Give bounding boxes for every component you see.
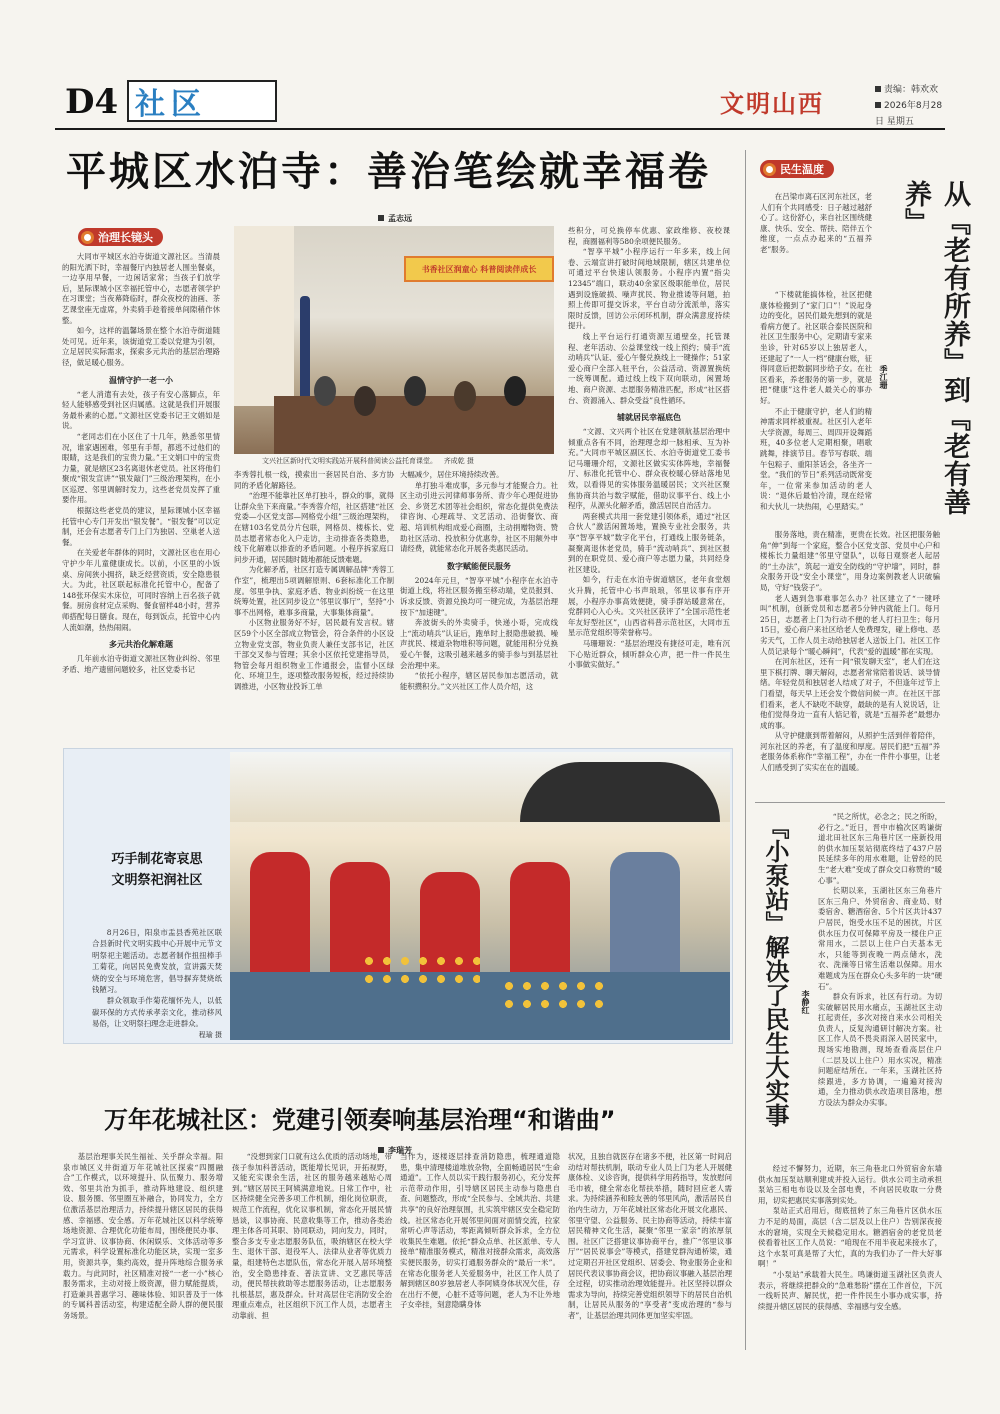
right1-body: 在吕梁市离石区河东社区，老人们有个共同感受：日子越过越舒心了。这份舒心，来自社区围绕健康、快乐、安全、帮扶、陪伴五个维度，一点点办起来的“五福养老”服务。 <box>760 192 872 254</box>
editor-info: 责编：韩欢欢 2026年8月28日 星期五 <box>875 85 943 127</box>
right-divider <box>745 150 746 1350</box>
bottom-col-4: 状况，且独自就医存在诸多不便，社区第一时间启动结对帮扶机制，联动专业人员上门为老人开展健康体检、义诊咨询，提供科学用药指导，发放慰问毛巾被，健全常态化帮扶举措，随时回应老人需求。为持续涵养和睦友善的邻里风尚，激活居民自治内生动力，万年花城社区常态化开展文化惠民、邻里守望、公益服务、民主协商等活动，持续丰富居民精神文化生活，凝聚“邻里一家亲”的浓厚氛围。社区广泛搭建议事协商平台，推广“邻里议事厅”“居民说事会”等模式，搭建党群沟通桥梁，通过定期召开社区党组织、居委会、物业服务企业和居民代表议事协商会议，把协商议事融入基层治理全过程，切实推动治理效能提升。社区坚持以群众需求为导向，持续完善党组织领导下的居民自治机制，让居民从服务的“享受者”变成治理的“参与者”，让基层治理共同体更加坚实牢固。 <box>568 1152 732 1320</box>
subhead-4: 辅就居民幸福底色 <box>617 413 681 423</box>
right2-body-wide: 经过不懈努力，近期，东三角巷北口外贸宿舍东墙供水加压泵站顺利建成并投入运行。供水公司主动承担泵站三相电布设以及全部电费，不向居民收取一分费用，切实把惠民实事落到实处。 泵站正式启用后，彻底扭转了东三角巷片区供水压力不足的局面，高层（含二层及以上住户）告别深夜接水的窘境，实现全天候稳定用水。糖酒宿舍的老党员老侯看着社区工作人员说：“咱现在不用半夜起来接水了，这个水泵可真是帮了大忙，真的为我们办了一件大好事啊！” “小泵站”承载着大民生。鸣谦街道玉湖社区负责人表示，将继续把群众的“急难愁盼”摆在工作首位，下沉一线听民声、解民忧，把一件件民生小事办成实事，持续提升辖区居民的获得感、幸福感与安全感。 <box>758 1164 942 1311</box>
photo-flower-volunteers <box>230 752 730 1040</box>
main-col-2: 李秀蓉扎根一线，摸索出一套居民自治、多方协同的矛盾化解路径。 “治理不能靠社区单打独斗，群众的事，就得让群众坐下来商量。”李秀蓉介绍，社区搭建“社区党委—小区党支部—网格党小组”三级治理架构，在辖103名党员分片包联，网格员、楼栋长、党员志愿者常态化入户走访，主动排查各类隐患，线下化解难以排查的矛盾问题。小程序拆家庭口问步开通，居民随时随地都能反馈难题。 为化解矛盾，社区打造专属调解品牌“秀蓉工作室”，梳理出5项调解原则、6套标准化工作制度。邻里争执、家庭矛盾、物业纠纷统一在这里统筹处置，社区同步设立“邻里议事厅”，坚持“小事不出网格，难事多商量，大事集体商量”。 小区物业服务好不好，居民最有发言权。辖区59个小区全部成立物管会，符合条件的小区设立物业党支部，物业负责人兼任支部书记，社区干部交叉参与管理；其余小区依托党建指导员，物管会每月组织物业工作通报会，监督小区绿化、环境卫生，逐项整改服务短板，经过持续协调推进，小区物业投诉工单 <box>234 470 394 691</box>
bottom-headline: 万年花城社区：党建引领奏响基层治理“和谐曲” <box>104 1106 616 1134</box>
body-text: “老人消遣有去处，孩子有安心落脚点，年轻人能够感受到社区归属感。这就是我们开展服务最朴素的心愿。”文源社区党委书记王文娟如是说。 “老同志们在小区住了十几年，熟悉邻里情况，谁家遇困难，邻里有手帮，都逃不过他们的眼睛，这是我们的宝贵力量。”王文娟口中的宝贵力量，就是辖区23名离退休老党员。社区将他们聚成“银发宣讲”“银发敲门”三级治理架构，在小区巡逻、邻里调解时发力，这些老党员发挥了重要作用。 根据这些老党员的建议，星际课城小区幸福托管中心专门开发出“银发餐”。“银发餐”可以定制，还会有志愿者专门上门为独居、空巢老人送餐。 在关爱老年群体的同时，文源社区也在用心守护少年儿童健康成长。以前，小区里的小饭桌、房间狭小拥挤，缺乏经营资质，安全隐患很大。为此，社区联起标准化托管中心，配备了148张环保实木床位，可同时容纳上百名孩子就餐。厨房食材定点采购、餐食留样48小时，营养师搭配每日膳食。现在，每到饭点，托管中心内人流如潮，热热闹闹。 <box>62 389 220 632</box>
section-tag: 民生温度 <box>760 160 834 178</box>
feature-text: 8月26日，阳泉市盂县香苑社区联合县新时代文明实践中心开展中元节文明祭祀主题活动。志愿者制作扭扭棒手工菊花，向居民免费发放，宣讲露天焚烧的安全与环境危害，倡导摒弃焚烧纸钱陋习。 群众领取手作菊花缅怀先人，以低碳环保的方式传承孝亲文化，推动移风易俗，让文明祭扫理念走进群众。 程瑜 摄 <box>92 927 222 1041</box>
main-byline: 孟志远 <box>378 206 412 225</box>
main-col-3: 大幅减少，居住环境持续改善。 单打独斗难成事，多元参与才能聚合力。社区主动引进云河律师事务所、青少年心理促进协会、乡贤艺术团等社会组织，常态化提供免费法律咨询、心理疏导、文艺活动、沿街餐饮、商超、培训机构组成爱心商圈，主动捐赠物资、赞助社区活动、投放积分优惠券，社区不用额外申请经费，就能常态化开展各类惠民活动。 数字赋能便民服务 2024年元旦，“智享平城”小程序在水泊寺街道上线，将社区服务搬至移动端，党员报到、诉求反馈、资源兑换均可一键完成，为基层治理按下“加速键”。 奔波街头的外卖骑手，快递小哥，完成线上“流动哨兵”认证后，跑单时上报隐患破损、噪声扰民、楼道杂物堆积等问题，就能用积分兑换爱心午餐，这吸引越来越多的骑手参与到基层社会治理中来。 “依托小程序，辖区居民参加志愿活动，就能积攒积分。”文兴社区工作人员介绍，这 <box>400 470 558 691</box>
article-byline: 季江珊 <box>879 365 888 389</box>
section-name: 社区 <box>129 79 207 123</box>
bottom-col-3: 当作为，逐楼逐层排查消防隐患，梳理通道隐患，集中清理楼道堆放杂物，全面畅通居民“生命通道”。工作人员以实干践行服务初心，充分发挥示范带动作用，引导辖区居民主动参与隐患自查、问题整改，形成“全民参与、全域共治、共建共享”的良好治理氛围，扎实筑牢辖区安全稳定防线。社区常态化开展邻里间面对面情交流，拉家常听心声等活动，零距离倾听群众诉求，全方位收集民生难题。依托“群众点单、社区派单、专人接单”精准服务模式，精准对接群众需求，高效落实便民服务，切实打通服务群众的“最后一米”。在常态化服务老人关爱服务中，社区工作人员了解到辖区80岁独居老人李阿姨身体状况欠佳，存在出行不便，心脏不适等问题，老人为不让外地子女牵挂，刻意隐瞒身体 <box>400 1152 560 1310</box>
paper-name: 文明山西 <box>720 89 824 118</box>
feature-title: 巧手制花寄哀思 文明祭祀润社区 <box>111 852 203 888</box>
banner: 书香社区润童心 科普阅读伴成长 <box>404 256 554 282</box>
photo-credit: 齐成乾 摄 <box>443 457 474 465</box>
article-title: 从『老有所养』到『老有善养』 <box>900 180 970 516</box>
lead-text: 大同市平城区水泊寺街道文源社区。当清晨的阳光洒下时，幸福餐厅内独居老人围坐餐桌，一边享用早餐，一边闲话家常；当孩子们放学后，星际课城小区幸福托管中心，志愿者领学护在习课堂；当夜幕降临时，群众夜校的油画、茶艺课堂座无虚席，外卖骑手趁着接单间隙稍作休整。 如今，这样的温馨场景在整个水泊寺街道随处可见。近年来，该街道党工委以党建为引领，立足居民实际需求，探索多元共治的基层治理路径，做足暖心服务。 <box>62 252 220 367</box>
article-title: 『小泵站』解决了民生大实事 <box>761 815 789 1127</box>
right1-body-cont: “下楼就能搞体检，社区把健康体检搬到了“家门口”！”说起身边的变化，居民们最先想到的就是看病方便了。社区联合泰民医院和社区卫生服务中心，定期请专家来坐诊，针对65岁以上独居老人，还建起了“一人一档”健康台账，征得同意后把数据同步给子女。在社区看来，养老服务的第一步，就是把“健康”这件老人最关心的事办好。 不止于健康守护，老人们的精神需求同样被重视。社区引入老年大学资源，每周三、周四开设舞蹈班，40多位老人定期相聚，唱歌跳舞，排演节目。春节写春联、端午包粽子、重阳茶话会，各坐齐一堂。“我们的节日”系列活动既常变年，一位常来参加活动的老人说：“退休后最怕冷清，现在经常和大伙儿一块热闹，心里踏实。” <box>760 290 872 511</box>
main-headline: 平城区水泊寺：善治笔绘就幸福卷 <box>66 149 711 195</box>
right2-body: “民之所忧，必念之；民之所盼，必行之。”近日，晋中市榆次区鸣谦街道北田社区东三角巷片区一座新投用的供水加压泵站彻底终结了437户居民延续多年的用水难题，让曾经的民生“老大难”变成了群众交口称赞的“暖心事”。 长期以来，玉湖社区东三角巷片区东三角户、外贸宿舍、商业局、财委宿舍、糖酒宿舍、5个片区共计437户居民，饱受水压不足的困扰，片区供水压力仅可保障平房及一楼住户正常用水，二层以上住户白天基本无水，只能等到夜晚一两点储水，洗衣、洗澡等日常生活难以保障。用水难题成为压在群众心头多年的一块“硬石”。 群众有诉求，社区有行动。为切实破解居民用水痛点，玉湖社区主动扛起责任，多次对接自来水公司相关负责人，反复沟通研讨解决方案。社区工作人员不畏炎雨深入居民家中，现场实地勘测，现场查看高层住户（二层及以上住户）用水实况，精准问题症结所在。一年来，玉湖社区持续跟进，多方协调，一遍遍对接沟通，全力推动供水改造项目落地，想方设法为群众办实事。 <box>818 812 942 1108</box>
body-text: 几年前水泊寺街道文源社区物业纠纷、邻里矛盾、地产遗留问题较多，社区党委书记 <box>62 654 220 674</box>
bottom-col-1: 基层治理事关民生福祉、关乎群众幸福。阳泉市城区义井街道万年花城社区探索“四圈融合”工作模式，以环境提升、队伍聚力、服务增效、邻里共治为抓手，推动阵地建设、组织建设、服务圈、邻里圈互补融合，协同发力，全方位激活基层治理活力，持续提升辖区居民的获得感、幸福感、安全感。万年花城社区以科学统筹场地资源、合理优化功能布局，围绕便民办事、学习宣讲、议事协商、休闲娱乐、文体活动等多元需求，科学设置标准化功能区块，实现一室多用，资源共享，集约高效，提升阵地综合服务承载力。与此同时，社区精准对接“一老一小”核心服务需求，主动对接上级资源，借力赋能提质，打造兼具普惠学习、趣味体验、知识普及于一体的专属科普活动室，构建适配全龄人群的便民服务场景。 <box>63 1152 223 1320</box>
subhead-3: 数字赋能便民服务 <box>447 561 511 571</box>
bottom-col-2: “没想到家门口就有这么优质的活动场地，带孩子参加科普活动，既能增长见识，开拓视野，又能充实课余生活，社区的服务越来越贴心周到。”辖区居民王阿姨满意地说。日常工作中，社区持续健全完善多项工作机制，细化岗位职责，规范工作流程，优化议事机制，常态化开展民情恳谈，议事协商、民意收集等工作，推动各类治理主体各司其职、协同联动，同向发力，同时，整合多支专业志愿服务队伍，吸纳辖区在校大学生、退休干部、退役军人、法律从业者等优质力量，组建特色志愿队伍，常态化开展入居环境整治，安全隐患排查、普法宣讲、文艺惠民等活动，便民帮扶救助等志愿服务活动，让志愿服务扎根基层，惠及群众。针对高层住宅消防安全治理重点难点，社区组织下沉工作人员，志愿者主动靠前、担 <box>232 1152 392 1320</box>
photo-reading-class <box>234 226 554 454</box>
main-col-4: 些积分，可兑换停车优惠、家政维修、夜校课程，商圈福利等580余项便民服务。 “智享平城”小程序运行一年多来，线上问卷、云端宣讲打破时间地域限制，辖区共建单位可通过平台快速认领服务。小程序内置“指尖12345”端口，联动40余家区级职能单位，居民遇到设施破损、噪声扰民、物业推诿等问题，拍照上传即可提交诉求，平台自动分流派单，落实限时反馈，回访公示闭环机制，群众满意度持续提升。 线上平台运行打通资源互通壁垒，托管课程、老年活动、公益课堂线一线上预约；骑手“流动哨兵”认证、爱心午餐兑换线上一键操作；51家爱心商户全部入驻平台，公益活动、资源置换统一统筹调配。通过线上线下双向联动，闲置场地、商户资源、志愿服务精准匹配，形成“社区搭台、资源涌入、群众受益”良性循环。 辅就居民幸福底色 “文源、文兴两个社区在党建领航基层治理中倾重点各有不同，治理理念却一脉相承、互为补充。”大同市平城区副区长、水泊寺街道党工委书记马珊珊介绍，文源社区做实实体阵地，幸福餐厅、标准化托管中心、群众夜校暖心驿站落地见效，以看得见的实体服务温暖居民；文兴社区聚焦协商共治与数字赋能，借助议事平台、线上小程序，从源头化解矛盾，激活居民自治活力。 两套模式共用一套党建引领体系，通过“社区合伙人”激活闲置场地，置换专业社会服务，共享“智享平城”数字化平台，打通线上服务链条，凝聚离退休老党员，骑手“流动哨兵”、到社区报到的在职党员、爱心商户等志愿力量，共同经身社区建设。 如今，行走在水泊寺街道辖区，老年食堂烟火升腾，托管中心书声琅琅，邻里议事有序开展，小程序办事高效便捷，骑手群站暖意常在，党群同心入心头。文兴社区获评了“全国示范性老年友好型社区”，山西省科普示范社区，大同市五星示范党组织等荣誉称号。 马珊珊说：“基层治理没有捷径可走，唯有沉下心贴近群众，倾听群众心声，把一件一件民生小事做实做好。” <box>568 226 730 670</box>
main-col-1 <box>62 226 220 726</box>
right1-body-wide: 服务落地，责在精准，更贵在长效。社区把服务触角“伸”到每一个家庭，整合小区党支部、党员中心户和楼栋长力量组建“邻里守望队”，以每日观察老人起居的“土办法”，筑起一道安全防线的“守护墙”，同时，群众服务开设“安全小课堂”，用身边案例教老人识破骗局，守好“钱袋子”。 老人遇到急事难事怎么办？社区建立了“一键呼叫”机制，创新党员和志愿者5分钟内就能上门。每月25日，志愿者上门为行动不便的老人打扫卫生；每月15日，爱心商户来社区给老人免费理发，碰上修电、恶劣天气，工作人员主动给独居老人送饭上门。社区工作人员记录每个“暖心瞬间”，代表“爱的温暖”都在实现。 在河东社区，还有一间“银发聊天室”，老人们在这里下棋打牌、聊天解闷，志愿者常常陪着说话、谈导情绪。年轻党员和独居老人结成了对子，不但逢年过节上门看望，每天早上还会发个微信问候一声。在社区干部们看来，老人不缺吃不缺穿，最缺的是有人说说话，让他们觉得身边一直有人惦记着，就是“五福养老”最想办成的事。 从守护健康到帮着解闷，从照护生活到伴着陪伴，河东社区的养老，有了温度和厚度。居民们把“五福”养老服务体系称作“幸福工程”，办在一件件小事里，让老人们感受到了实实在在的温暖。 <box>760 530 940 773</box>
bottom-byline: 李瑞芳 <box>378 1138 412 1157</box>
subhead-2: 多元共治化解难题 <box>109 640 173 650</box>
page-header <box>55 74 945 130</box>
section-badge <box>127 80 277 122</box>
photo-caption: 文兴社区新时代文明实践站开展科普阅读公益托育课堂。 齐成乾 摄 <box>262 457 474 465</box>
article-byline: 李静红 <box>801 990 810 1014</box>
photo-credit: 程瑜 摄 <box>198 1030 222 1039</box>
page-number: D4 <box>65 82 119 122</box>
subhead-1: 温情守护一老一小 <box>109 375 173 385</box>
section-tag: 治理长镜头 <box>78 228 163 246</box>
